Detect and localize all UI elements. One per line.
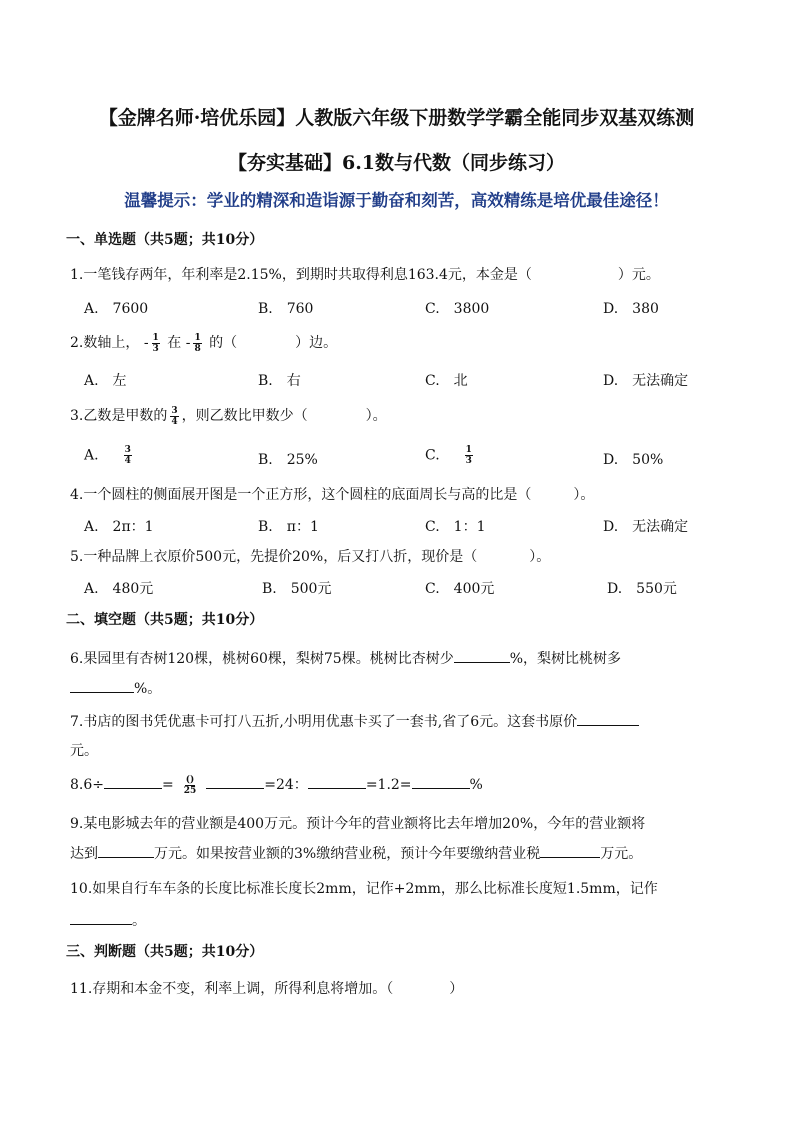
question-7-line-1 [70, 711, 639, 731]
fraction-three-quarters: $\frac{3}{4}$ [171, 405, 178, 427]
q5-option-a[interactable]: A. 480元 [84, 581, 154, 597]
q2-option-d[interactable]: D. 无法确定 [603, 373, 689, 389]
answer-blank-10[interactable] [70, 910, 132, 925]
question-5 [70, 546, 550, 566]
question-10-tail: 。 [132, 913, 146, 929]
q5-option-d[interactable]: D. 550元 [607, 581, 677, 597]
answer-blank-8b[interactable] [206, 774, 264, 789]
question-9-line-1: 9.某电影城去年的营业额是400万元。预计今年的营业额将比去年增加20%，今年的营业额将 [70, 816, 646, 832]
question-6-text: 6.果园里有杏树120棵，桃树60棵，梨树75棵。桃树比杏树少 [70, 651, 454, 667]
q4-option-d[interactable]: D. 无法确定 [603, 519, 689, 535]
fraction-blank-over-25: $\frac{()}{25}$ [183, 774, 197, 796]
question-5-text: 5.一种品牌上衣原价500元，先提价20%，后又打八折，现价是（ [70, 549, 478, 565]
section-fill-blank: 二、填空题（共5题；共10分） [66, 612, 264, 628]
q3-option-a-fraction: $\frac{3}{4}$ [124, 445, 131, 466]
question-6-line-2 [70, 678, 161, 698]
q3-option-a-label: A. [84, 447, 99, 464]
answer-blank-7[interactable] [577, 711, 639, 726]
question-8-pct: % [469, 777, 483, 793]
q5-option-b[interactable]: B. 500元 [262, 581, 332, 597]
question-9-pre: 达到 [70, 846, 98, 862]
q4-option-a[interactable]: A. 2π：1 [84, 519, 154, 535]
q1-option-d[interactable]: D. 380 [603, 301, 659, 317]
question-2-pre: 2.数轴上， [70, 335, 140, 351]
section-single-choice: 一、单选题（共5题；共10分） [66, 232, 264, 248]
question-3 [70, 405, 387, 427]
question-1-tail: ）元。 [617, 267, 660, 283]
answer-blank-6a[interactable] [454, 648, 510, 663]
q2-option-a[interactable]: A. 左 [84, 373, 127, 389]
q2-option-c[interactable]: C. 北 [425, 373, 468, 389]
question-8 [70, 774, 483, 796]
title-line-1: 【金牌名师·培优乐园】人教版六年级下册数学学霸全能同步双基双练测 [98, 107, 695, 129]
question-4-text: 4.一个圆柱的侧面展开图是一个正方形，这个圆柱的底面周长与高的比是（ [70, 487, 532, 503]
question-5-tail: ）。 [529, 549, 551, 565]
q4-option-b[interactable]: B. π：1 [258, 519, 319, 535]
question-3-pre: 3.乙数是甲数的 [70, 408, 168, 424]
answer-blank-8a[interactable] [104, 774, 162, 789]
answer-blank-6b[interactable] [70, 678, 134, 693]
question-1-text: 1.一笔钱存两年，年利率是2.15%，到期时共取得利息163.4元，本金是（ [70, 267, 532, 283]
fraction-2-sign: - [185, 335, 191, 351]
q3-option-d[interactable]: D. 50% [603, 452, 664, 468]
question-11-text: 11.存期和本金不变，利率上调，所得利息将增加。（ [70, 981, 394, 997]
answer-blank-9a[interactable] [98, 843, 154, 858]
question-8-eq2: =24： [264, 777, 308, 793]
question-10-line-1: 10.如果自行车车条的长度比标准长度长2mm，记作+2mm，那么比标准长度短1.5mm，记作 [70, 881, 658, 897]
q1-option-c[interactable]: C. 3800 [425, 301, 490, 317]
q3-option-c-label: C. [425, 447, 440, 464]
fraction-1-sign: - [143, 335, 149, 351]
fraction-neg-one-eighth: $\frac{1}{8}$ [194, 332, 201, 354]
question-10-line-2 [70, 910, 146, 930]
question-4 [70, 484, 594, 504]
question-6-mid: %，梨树比桃树多 [509, 651, 622, 667]
question-2-post: 的（ [209, 335, 238, 351]
q3-option-b[interactable]: B. 25% [258, 452, 318, 468]
question-1 [70, 264, 660, 284]
answer-blank-8c[interactable] [308, 774, 366, 789]
q5-option-c[interactable]: C. 400元 [425, 581, 495, 597]
question-8-pre: 8.6÷ [70, 777, 104, 793]
q1-option-a[interactable]: A. 7600 [84, 301, 149, 317]
question-6-line-1 [70, 648, 621, 668]
question-3-post: ，则乙数比甲数少（ [181, 408, 308, 424]
question-11 [70, 978, 463, 998]
q3-option-c-fraction: $\frac{1}{3}$ [465, 445, 472, 466]
q3-option-c[interactable] [425, 445, 476, 466]
question-8-eq1: = [162, 777, 174, 793]
question-7-line-2: 元。 [70, 743, 98, 759]
question-8-eq3: =1.2= [365, 777, 412, 793]
question-9-line-2 [70, 843, 642, 863]
question-2-mid: 在 [167, 335, 182, 351]
answer-blank-9b[interactable] [540, 843, 600, 858]
q1-option-b[interactable]: B. 760 [258, 301, 314, 317]
answer-blank-8d[interactable] [412, 774, 470, 789]
q2-option-b[interactable]: B. 右 [258, 373, 301, 389]
q4-option-c[interactable]: C. 1：1 [425, 519, 486, 535]
title-line-2: 【夯实基础】6.1数与代数（同步练习） [227, 152, 566, 174]
question-9-tail: 万元。 [600, 846, 643, 862]
fraction-neg-one-third: $\frac{1}{3}$ [152, 332, 159, 354]
question-7-text: 7.书店的图书凭优惠卡可打八五折,小明用优惠卡买了一套书,省了6元。这套书原价 [70, 714, 578, 730]
question-2 [70, 332, 337, 354]
question-4-tail: ）。 [573, 487, 595, 503]
question-9-mid: 万元。如果按营业额的3%缴纳营业税，预计今年要缴纳营业税 [154, 846, 541, 862]
question-6-tail: %。 [134, 681, 162, 697]
question-11-tail: ） [449, 981, 464, 997]
q3-option-a[interactable] [84, 445, 135, 466]
tip-text: 温馨提示：学业的精深和造诣源于勤奋和刻苦，高效精练是培优最佳途径！ [124, 191, 669, 210]
question-3-tail: ）。 [365, 408, 387, 424]
question-2-tail: ）边。 [295, 335, 338, 351]
section-true-false: 三、判断题（共5题；共10分） [66, 944, 264, 960]
